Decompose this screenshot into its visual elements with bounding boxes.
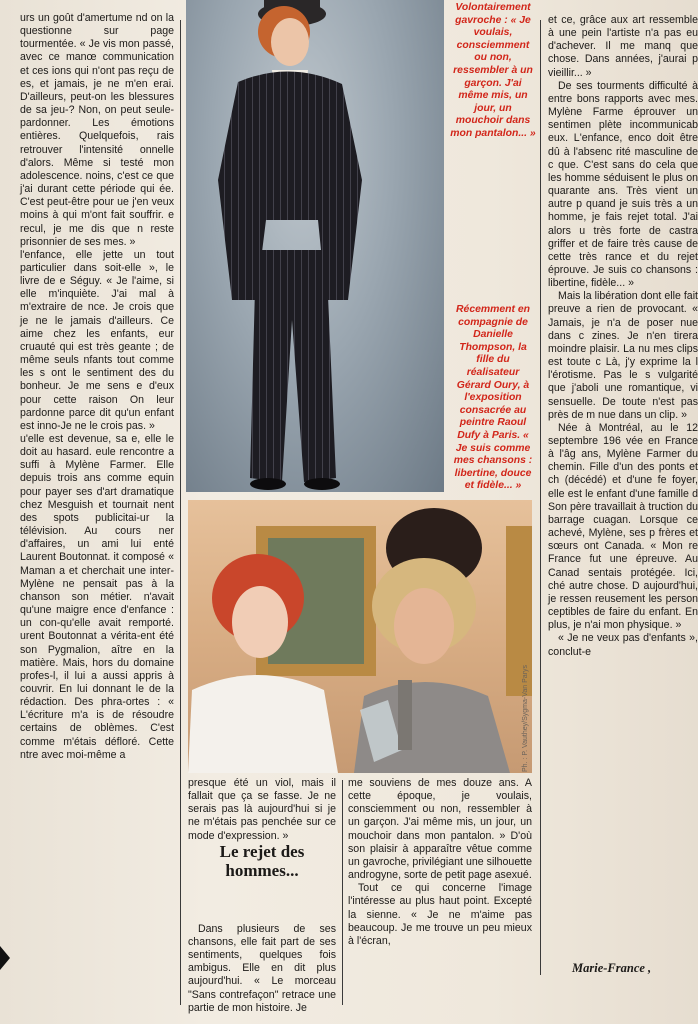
photo-exhibition (188, 500, 532, 773)
paragraph: De ses tourments difficulté à entre bons rapports avec mes. Mylène Farme éprouver un sentimen plète incommunicab eux. L'enfance, enco doit être dû à l'absenc rité masculine de c que. C'est sans do cela que les homme séduisent le plus on quarante ans. Très vient un autre p quand je suis très a un homme, je fais rejet total. J'ai alors u très forte de castra griffer et de faire très cause de cette très rance et du rejet éprouve. Je suis co chansons : libertine, fidèle... » (548, 79, 698, 290)
photo-pinstripe-suit (186, 0, 444, 492)
author-signature: Marie-France , (572, 961, 652, 975)
continue-arrow-icon (0, 946, 10, 970)
paragraph: u'elle est devenue, sa e, elle le doit au hasard. eule rencontre a suffi à Mylène Farmer. Elle depuis trois ans comme equin pour payer ses d'art dramatique chez Mesguish et tournait nent des spots publicitai-ur la télévision. Au cours ner d'affaires, un ami lui enté Laurent Boutonnat. it composé « Maman a et cherchait une inter-Mylène ne pensait pas à la chanson son métier. n'avait qu'une maigre ence d'enfance : un con-qu'elle avait remporté. urent Boutonnat a vérita-ent été son Pygmalion, aître en la matière. Mais, hors du domaine profes-l, il lui a aussi appris à couvrir. En lui donnant le de la rédaction. Des phra-ortes : « L'écriture m'a is de résoudre certains de oblèmes. C'est comme m'étais défloré. Cette ntre avec moi-même a (20, 433, 174, 761)
paragraph: « Je ne veux pas d'enfants », conclut-e (548, 632, 698, 658)
paragraph: l'enfance, elle jette un tout particulier dans soit-elle », le livre de e Séguy. « Je l'aime, si elle m'inquiète. J'ai mal à m'extraire de nce. Je crois que je ne le jamais d'ailleurs. Ce aime chez les enfants, eur cruauté qui est très geante ; de même seuls nfants tout comme les s ont le sentiment des du bonheur. Je me sens e d'eux pour cette raison On leur pardonne parce dit qu'un enfant est inno-Je ne le crois pas. » (20, 248, 174, 432)
photo-caption-bottom: Récemment en compagnie de Danielle Thompson, la fille du réalisateur Gérard Oury, à l'exposition consacrée au peintre Raoul Dufy à Paris. « Je suis comme mes chansons : libertine, douce et fidèle... » (453, 304, 533, 492)
paragraph: Tout ce qui concerne l'image l'intéresse au plus haut point. Excepté la sienne. « Je ne m'aime pas beaucoup. Je me trouve un peu mieux à l'écran, (348, 882, 532, 947)
photo-illustration (188, 500, 532, 773)
column-rule (342, 780, 343, 1005)
paragraph: Dans plusieurs de ses chansons, elle fait part de ses sentiments, quelques fois ambigus. Elle en dit plus aujourd'hui. « Le morceau "Sans contrefaçon" retrace une partie de mon histoire. Je (188, 922, 336, 1014)
paragraph: Née à Montréal, au le 12 septembre 196 vée en France à l'âg ans, Mylène Farmer du chemin. Fille d'un des ponts et ch (décédé) et d'une fe foyer, elle est le enfant d'une famille d Son père travaillait à truction du barrage cuagan. Lorsque ce achevé, Mylène, ses p frères et sœurs ont Canada. « Mon re France fut une épreuve. Au Canad sentais protégée. Ici, ché autre chose. D aujourd'hui, je ressen reusement les person ceptibles de faire du enfant. En plus, je n'ai mon physique. » (548, 421, 698, 632)
text-column-right (548, 14, 698, 974)
photo-credit: Ph. : P. Vauthey/Sygma-Van Parys (522, 665, 529, 772)
paragraph: urs un goût d'amertume nd on la questionne sur page tourmentée. « Je vis mon passé, avec ce manœ communication et ces ions qui n'ont pas reçu de es, et jamais, je ne m'en erai. D'ailleurs, peut-on les blessures de sa jeu-? Non, on peut seule-pardonner. Les émotions entières. Quelquefois, rais retrouver l'intensité onnelle d'alors. Même si testé mon adolescence. noins, c'est ce que j'ai durant cette période qui ée. C'est peut-être pour ue j'en veux moins à qui m'ont fait souffrir. e recul, je me dis que n reste prisonnier de ses mes. » (20, 12, 174, 248)
paragraph: presque été un viol, mais il fallait que ça se fasse. Je ne serais pas là aujourd'hui si je ne m'étais pas penchée sur ce mode d'expression. » (188, 777, 336, 842)
text-column-middle-b (348, 777, 532, 1007)
photo-caption-top: Volontairement gavroche : « Je voulais, consciemment ou non, ressembler à un garçon. J'ai même mis, un jour, un mouchoir dans mon pantalon... » (450, 2, 536, 139)
section-headline: Le rejet des hommes... (219, 842, 305, 880)
column-rule (180, 20, 181, 1005)
column-rule (540, 20, 541, 975)
paragraph: et ce, grâce aux art ressemble à une pein l'artiste n'a pas eu d'achever. Il me manq que chose. Dans années, j'aurai p vieillir... » (548, 14, 698, 79)
paragraph: Mais la libération dont elle fait preuve a rien de provocant. « Jamais, je n'a de poser nue dans c zines. Je n'en tirera moindre plaisir. La nu mes clips est toute c Là, j'y exprime la l l'érotisme. Pas le s vulgarité que j'aboli une romantique, vi sensuelle. De toute n'est pas près de m nue dans un clip. » (548, 290, 698, 421)
paragraph: me souviens de mes douze ans. A cette époque, je voulais, consciemment ou non, ressembler à un garçon. J'ai même mis, un jour, un mouchoir dans mon pantalon. » D'où son plaisir à apparaître vêtue comme un gavroche, privilégiant une silhouette androgyne, sorte de petit page asexué. (348, 777, 532, 882)
text-column-left (20, 12, 174, 987)
text-column-middle-a (188, 777, 336, 1014)
photo-illustration (186, 0, 444, 492)
